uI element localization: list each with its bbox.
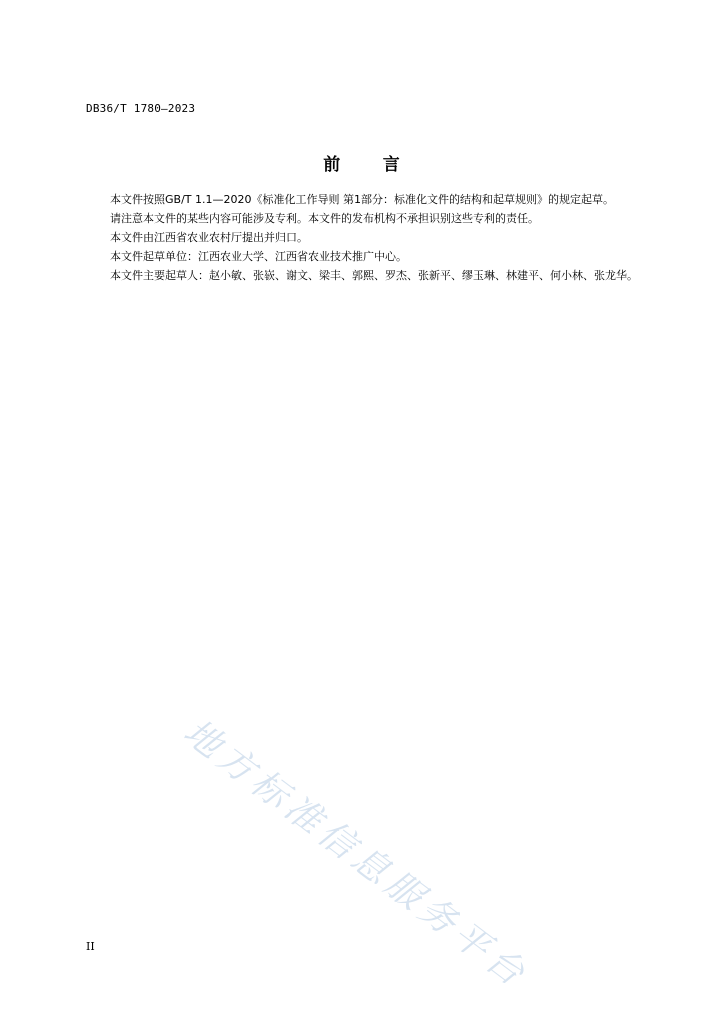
document-code: DB36/T 1780—2023: [86, 102, 196, 115]
page-number: II: [86, 940, 95, 953]
paragraph-standard-basis: 本文件按照GB/T 1.1—2020《标准化工作导则 第1部分：标准化文件的结构和起草规则》的规定起草。: [110, 193, 614, 206]
paragraph-drafters: 本文件主要起草人：赵小敏、张嵚、谢文、梁丰、郭熙、罗杰、张新平、缪玉琳、林建平、何小林、张龙华。: [110, 269, 638, 282]
paragraph-proposer: 本文件由江西省农业农村厅提出并归口。: [110, 231, 308, 244]
paragraph-drafting-units: 本文件起草单位：江西农业大学、江西省农业技术推广中心。: [110, 250, 407, 263]
page-title: 前 言: [323, 155, 401, 175]
foreword-body: [86, 190, 662, 285]
paragraph-patent-notice: 请注意本文件的某些内容可能涉及专利。本文件的发布机构不承担识别这些专利的责任。: [110, 212, 539, 225]
watermark-text: 地方标准信息服务平台: [175, 711, 536, 998]
